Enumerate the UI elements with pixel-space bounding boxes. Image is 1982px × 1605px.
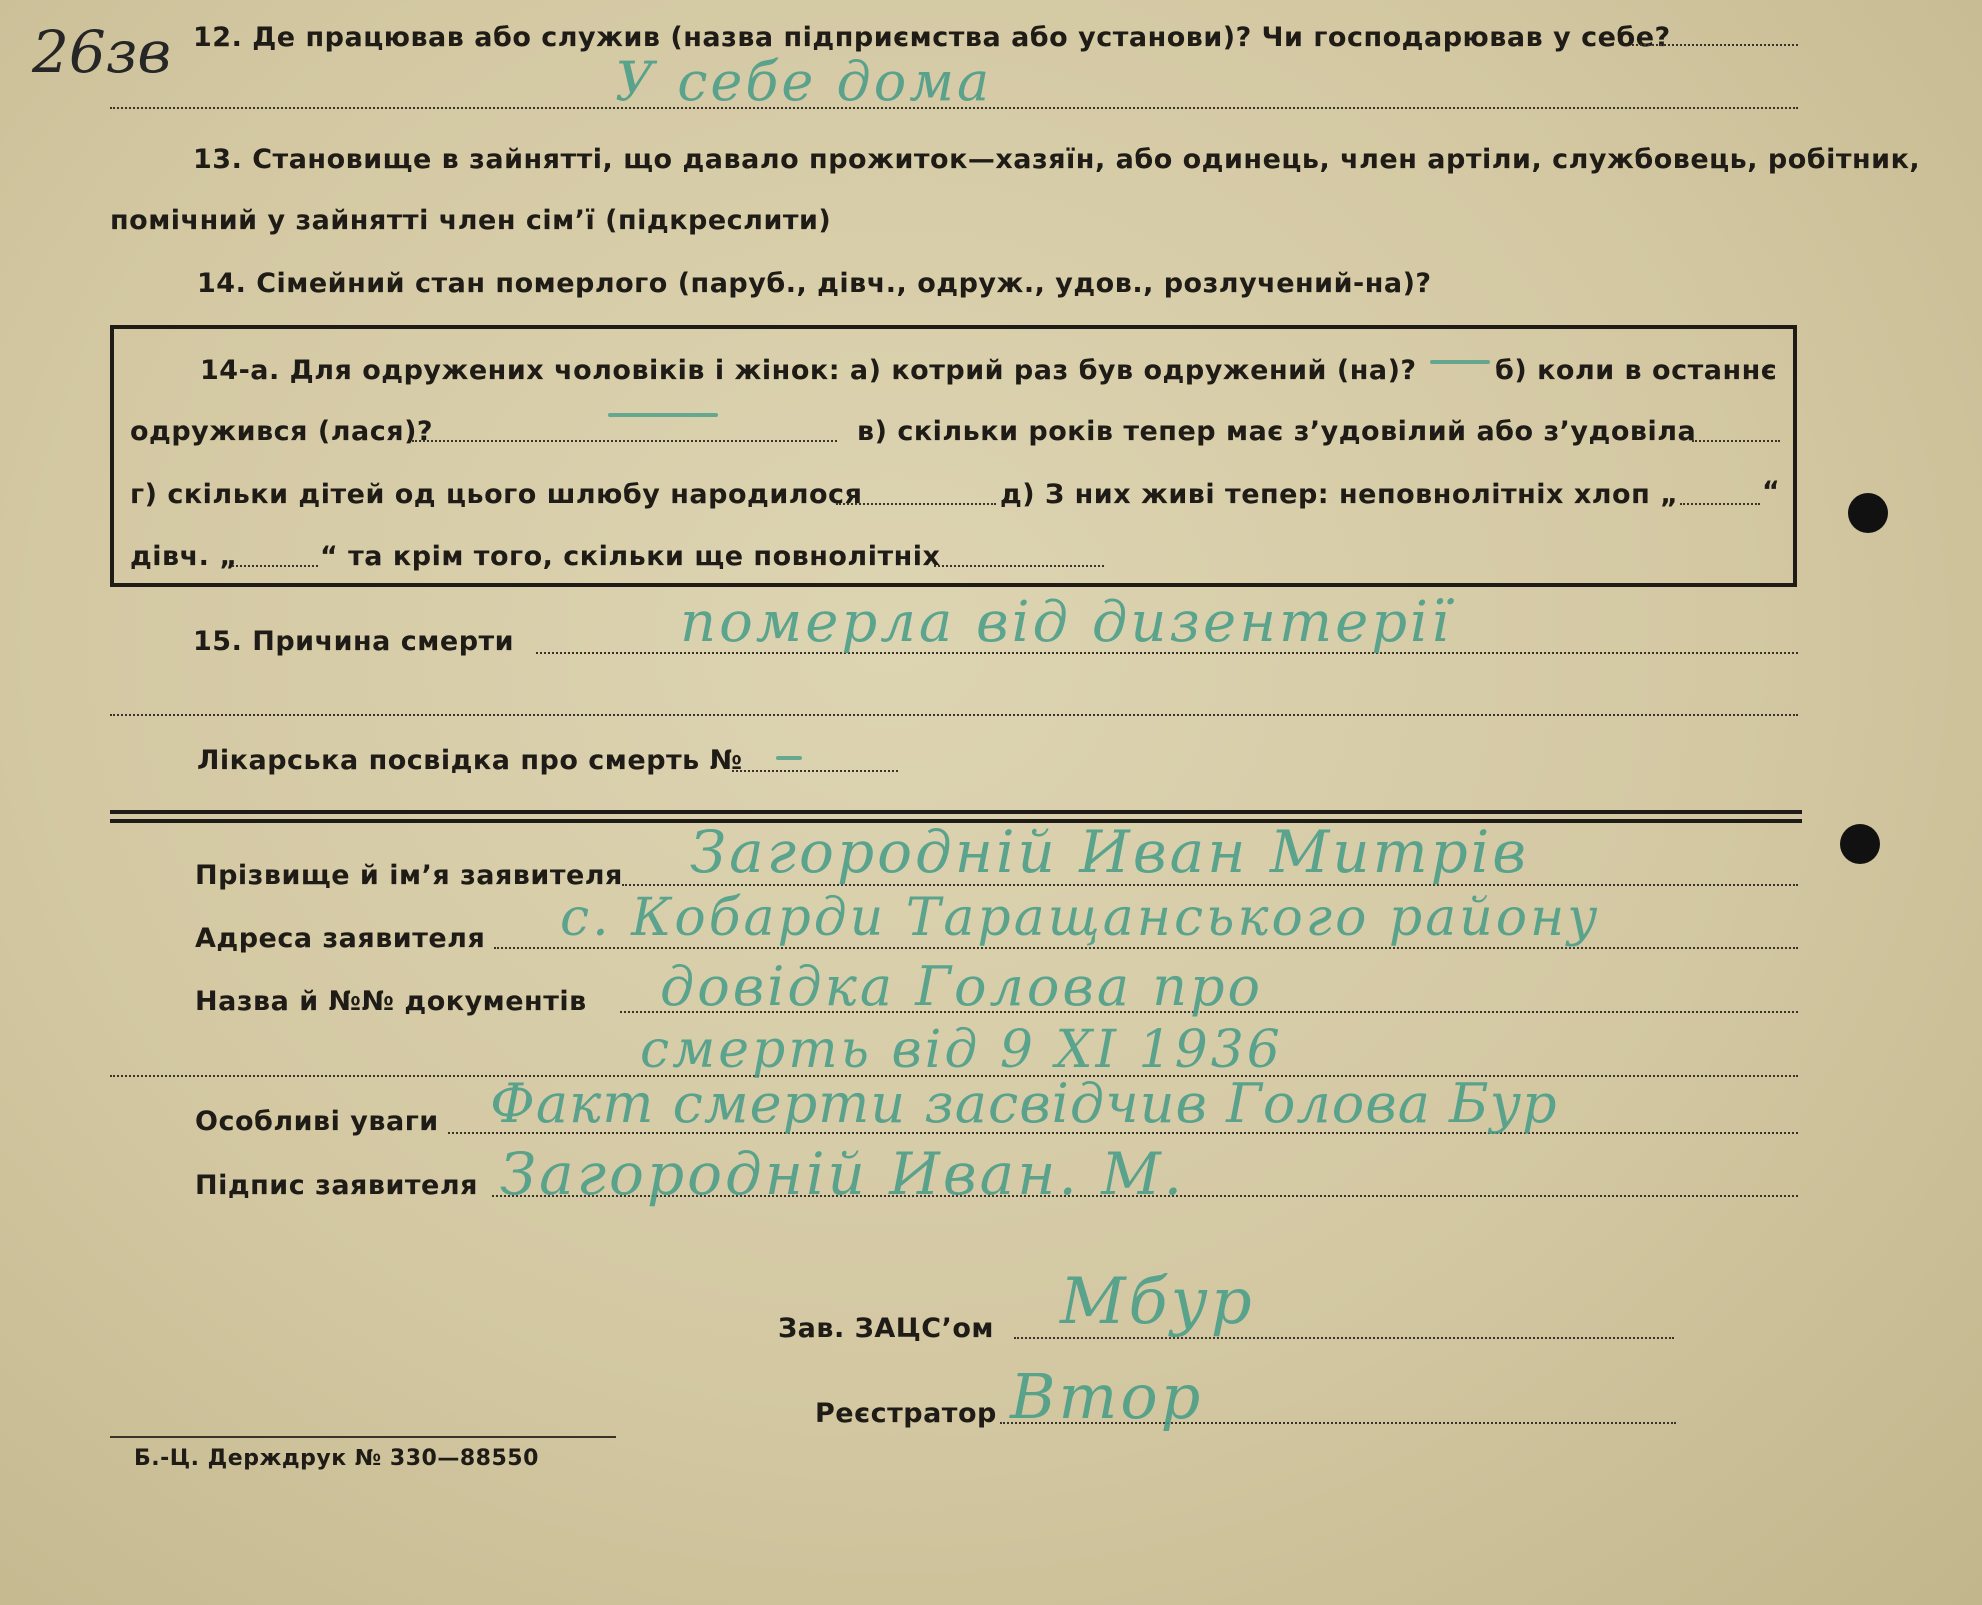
medical-line — [732, 770, 898, 772]
q14a-line-3b: д) З них живі тепер: неповнолітніх хлоп „ — [1000, 479, 1679, 510]
q14a-dots-4b — [934, 565, 1104, 567]
head-signature: Мбур — [1060, 1265, 1255, 1339]
applicant-address-value: с. Кобарди Таращанського району — [560, 888, 1601, 948]
q14a-dots-2a — [412, 440, 837, 442]
head-label: Зав. ЗАЦС’ом — [778, 1313, 994, 1344]
q14a-dash-1 — [1430, 360, 1490, 364]
q14a-line-1b: б) коли в останнє — [1495, 355, 1778, 386]
q14a-dots-2b — [1692, 440, 1780, 442]
medical-dash — [776, 756, 802, 760]
print-note-rule — [110, 1436, 616, 1438]
applicant-address-label: Адреса заявителя — [195, 923, 486, 954]
binder-hole-bottom — [1840, 824, 1880, 864]
q14-label: 14. Сімейний стан померлого (паруб., дівч., одруж., удов., розлучений-на)? — [197, 268, 1432, 299]
q14a-line-4a: дівч. „ — [130, 541, 238, 572]
applicant-docs-label: Назва й №№ документів — [195, 986, 587, 1017]
registrar-label: Реєстратор — [815, 1398, 997, 1429]
q12-answer: У себе дома — [615, 50, 993, 113]
q15-line-2 — [110, 714, 1798, 716]
applicant-name-label: Прізвище й ім’я заявителя — [195, 860, 623, 891]
binder-hole-top — [1848, 493, 1888, 533]
registrar-signature: Втор — [1010, 1360, 1204, 1433]
section-rule-top — [110, 810, 1802, 814]
applicant-sign-label: Підпис заявителя — [195, 1170, 478, 1201]
q14a-line-4b: “ та крім того, скільки ще повнолітніх — [320, 541, 941, 572]
applicant-name-value: Загородній Иван Митрів — [690, 818, 1530, 886]
page-number: 26зв — [32, 18, 172, 86]
applicant-notes-label: Особливі уваги — [195, 1106, 439, 1137]
applicant-sign-value: Загородній Иван. М. — [500, 1140, 1186, 1208]
applicant-docs-value-1: довідка Голова про — [660, 955, 1264, 1018]
q13-line-1: 13. Становище в зайнятті, що давало прожиток—хазяїн, або одинець, член артіли, службовець, робітник, — [193, 144, 1921, 175]
q12-line-1 — [1632, 44, 1798, 46]
q15-label: 15. Причина смерти — [193, 626, 515, 657]
q14a-dots-4a — [232, 565, 318, 567]
q13-line-2: помічний у зайнятті член сім’ї (підкреслити) — [110, 205, 832, 236]
medical-label: Лікарська посвідка про смерть № — [197, 745, 743, 776]
q14a-line-3a: г) скільки дітей од цього шлюбу народилося — [130, 479, 863, 510]
q14a-line-2a: одружився (лася)? — [130, 416, 434, 447]
q14a-line-1a: 14-а. Для одружених чоловіків і жінок: а) котрий раз був одружений (на)? — [200, 355, 1417, 386]
q14a-line-2b: в) скільки років тепер має з’удовілий або з’удовіла — [857, 416, 1697, 447]
print-note: Б.-Ц. Держдрук № 330—88550 — [134, 1446, 539, 1471]
q14a-line-3c: “ — [1762, 476, 1781, 507]
q14a-dots-3b — [1680, 503, 1760, 505]
applicant-docs-value-2: смерть від 9 XI 1936 — [640, 1020, 1283, 1080]
applicant-notes-value: Факт смерти засвідчив Голова Бур — [490, 1072, 1558, 1135]
q14a-dots-3a — [836, 503, 996, 505]
q12-label: 12. Де працював або служив (назва підприємства або установи)? Чи господарював у себе? — [193, 22, 1671, 53]
q15-answer: померла від дизентерії — [680, 590, 1452, 655]
q14a-dash-2 — [608, 413, 718, 417]
